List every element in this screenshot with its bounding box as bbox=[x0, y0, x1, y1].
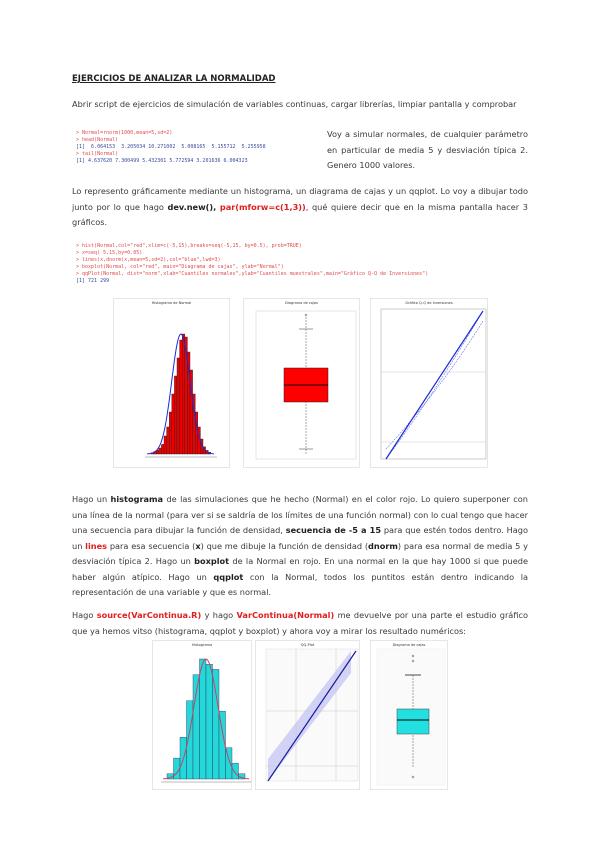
histogram-bar bbox=[159, 448, 162, 454]
text-span: de la Normal en rojo. En una normal en la que hay 1000 si que puede haber algún atípico. Hago un bbox=[72, 556, 528, 582]
boxplot-red bbox=[243, 298, 360, 468]
text-span: con la Normal, todos los puntitos están dentro indicando la representación de una variable y que es normal. bbox=[72, 571, 528, 597]
text-span: Hago un bbox=[72, 494, 111, 504]
plot-title: Histograma de Normal bbox=[151, 301, 192, 305]
text-span: boxplot bbox=[194, 556, 230, 566]
qq-plot-blue bbox=[370, 298, 488, 468]
boxplot-cyan bbox=[370, 640, 448, 790]
text-span: ) que me dibuje la función de densidad ( bbox=[200, 540, 369, 551]
text-span: secuencia de -5 a 15 bbox=[285, 525, 382, 535]
paragraph-explanation bbox=[72, 492, 528, 601]
histogram-bar bbox=[167, 427, 170, 454]
console-line: > Normal=rnorm(1000,mean=5,sd=2) bbox=[76, 130, 173, 136]
paragraph-representation bbox=[72, 184, 528, 231]
code-par: par(mforw=c(1,3)) bbox=[219, 201, 306, 212]
page-title: EJERCICIOS DE ANALIZAR LA NORMALIDAD bbox=[72, 74, 276, 84]
histogram-bar bbox=[182, 334, 185, 454]
console-line: [1] 721 299 bbox=[76, 278, 110, 284]
console-line: [1] 6.064153 3.205034 10.271002 5.008165 5.155712 5.255958 bbox=[76, 144, 266, 150]
boxplot-svg bbox=[244, 299, 361, 469]
histogram-svg bbox=[114, 299, 231, 469]
plot-title: Diagrama de cajas bbox=[392, 643, 426, 647]
text-span: source(VarContinua.R) bbox=[96, 610, 202, 620]
histogram-bar bbox=[164, 436, 167, 454]
histogram-bar bbox=[213, 669, 220, 779]
console-line: > x=seq( 5,15,by=0.05) bbox=[76, 250, 143, 256]
r-console-output-1 bbox=[76, 130, 266, 165]
histogram-bar bbox=[219, 711, 226, 779]
console-line: > boxplot(Normal, col="red", main="Diagrama de cajas", ylab="Normal") bbox=[76, 264, 284, 270]
code-devnew: dev.new(), bbox=[167, 201, 217, 212]
console-line: > hist(Normal,col="red",xlim=c(-5,15),breaks=seq(-5,15, by=0.5), prob=TRUE) bbox=[76, 243, 302, 249]
plot-title: Histograma bbox=[191, 643, 213, 647]
qq-svg bbox=[256, 641, 361, 791]
histogram-bar bbox=[232, 763, 239, 779]
text-span: y hago bbox=[201, 610, 237, 620]
console-line: > qqPlot(Normal, dist="norm",xlab="Cuantiles normales",ylab="Cuantiles muestrales",main="Gráfico Q-Q de Inversiones") bbox=[76, 271, 429, 277]
text-span: Hago bbox=[72, 610, 97, 620]
text-span: dnorm bbox=[368, 540, 398, 551]
console-line: > lines(x,dnorm(x,mean=5,sd=2),col="blue",lwd=3) bbox=[76, 257, 221, 263]
text-span: ) para esa normal de media 5 y desviación típica 2. Hago un bbox=[72, 540, 529, 566]
histogram-bar bbox=[200, 659, 207, 779]
histogram-bar bbox=[180, 340, 183, 454]
histogram-bar bbox=[161, 444, 164, 454]
text: , qué quiere decir que en la misma pantalla hacer 3 gráficos. bbox=[72, 201, 528, 227]
histogram-bar bbox=[177, 358, 180, 454]
plot-title: Gráfico Q-Q de Inversiones bbox=[405, 301, 453, 305]
histogram-bar bbox=[187, 701, 194, 779]
console-line: > tail(Normal) bbox=[76, 151, 119, 157]
paragraph-source bbox=[72, 608, 528, 639]
text-span: VarContinua(Normal) bbox=[236, 610, 335, 620]
histogram-bar bbox=[206, 664, 213, 779]
histogram-bar bbox=[174, 376, 177, 454]
histogram-plot-red bbox=[113, 298, 230, 468]
text-span: para que estén todos dentro. Hago un bbox=[72, 525, 528, 551]
histogram-bar bbox=[172, 394, 175, 454]
simulation-text: Voy a simular normales, de cualquier parámetro en particular de media 5 y desviación típica 2. Genero 1000 valores. bbox=[327, 129, 528, 170]
plot-title: QQ-Plot bbox=[300, 643, 315, 647]
text-span: x bbox=[195, 540, 201, 551]
histogram-bar bbox=[169, 412, 172, 454]
text-span: histograma bbox=[110, 494, 164, 504]
qq-svg bbox=[371, 299, 489, 469]
console-line: [1] 4.637620 7.300499 5.432301 5.772594 3.201636 6.004323 bbox=[76, 158, 248, 164]
histogram-svg bbox=[153, 641, 253, 791]
text-span: qqplot bbox=[213, 571, 244, 582]
console-line: > head(Normal) bbox=[76, 137, 119, 143]
box bbox=[397, 709, 429, 734]
boxplot-svg bbox=[371, 641, 449, 791]
text: Lo represento gráficamente mediante un histograma, un diagrama de cajas y un qqplot. Lo voy a dibujar todo junto por lo que hago bbox=[72, 186, 528, 212]
text-span: de las simulaciones que he hecho (Normal) en el color rojo. Lo quiero superponer con una línea de la normal (para ver si se saldría de los límites de una función normal) con lo cual tengo que hacer una secuencia para dibujar la función de densidad, bbox=[72, 494, 528, 535]
plot-title: Diagrama de cajas bbox=[285, 301, 318, 305]
r-console-output-2 bbox=[76, 243, 428, 285]
text-span: para esa secuencia ( bbox=[107, 540, 196, 551]
intro-text: Abrir script de ejercicios de simulación de variables continuas, cargar librerías, limpiar pantalla y comprobar bbox=[72, 99, 517, 109]
text-span: lines bbox=[85, 540, 108, 551]
qq-plot-ggplot bbox=[255, 640, 360, 790]
text-span: me devuelve por una parte el estudio gráfico que ya hemos vitso (histograma, qqplot y boxplot) y ahora voy a mirar los resultado numéricos: bbox=[72, 610, 528, 636]
histogram-plot-cyan bbox=[152, 640, 252, 790]
